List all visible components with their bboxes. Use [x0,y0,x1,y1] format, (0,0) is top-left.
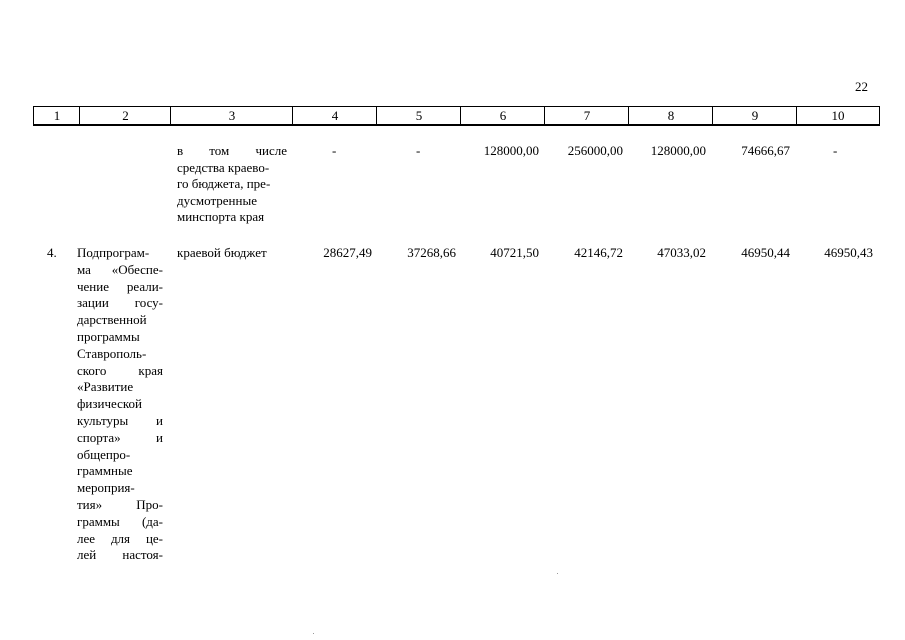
row-a-col3-line: средства краево- [177,159,270,175]
row-b-col2-line [77,363,163,379]
row-b-col2-line [77,295,163,311]
row-b-col2-word: края [138,362,163,378]
row-b-value: 47033,02 [657,245,706,260]
row-b-col2-line: общепро- [77,446,131,462]
row-b-col2-word: «Обеспе- [111,261,163,277]
row-b-col2-word: (да- [141,513,163,529]
page-number: 22 [855,79,868,94]
header-cell-6: 6 [460,106,545,126]
header-cell-5: 5 [376,106,461,126]
row-a-value: - [833,143,838,158]
row-a-value: 256000,00 [567,143,623,158]
row-a-value: 128000,00 [650,143,706,158]
row-b-col2-word: реали- [126,278,163,294]
row-b-col2-line [77,531,163,547]
row-a-col3-line: минспорта края [177,209,265,225]
row-b-col2-word: культуры [77,413,129,428]
row-b-value: 37268,66 [407,245,456,260]
row-b-col2-word: лее [77,530,96,546]
header-cell-4: 4 [292,106,377,126]
row-b-col2-word: настоя- [122,547,163,563]
header-cell-10: 10 [796,106,880,126]
row-b-col2-word: граммы [77,513,120,529]
row-b-col2-line [77,279,163,295]
row-b-value: 42146,72 [574,245,623,260]
row-b-value: 40721,50 [490,245,539,260]
row-b-col2-word: ского [77,362,107,378]
row-a-col3-word: том [209,143,230,158]
column-number-header [33,106,879,126]
row-b-col2-word: чение [77,278,109,294]
row-b-col2-line [77,497,163,513]
row-b-col2-line: физической [77,396,142,412]
row-b-value: 28627,49 [323,245,372,260]
row-b-col2-line [77,514,163,530]
row-b-col2-word: тия» [77,497,103,512]
row-b-col2-line: Подпрограм- [77,245,150,260]
row-b-col2-line [77,262,163,278]
row-b-col2-line: Ставрополь- [77,345,147,361]
row-a-col3-line: го бюджета, пре- [177,176,271,192]
row-a-value: - [416,143,421,158]
header-cell-8: 8 [628,106,713,126]
scan-speck [557,573,558,574]
row-b-number: 4. [47,245,57,260]
row-b-value: 46950,44 [741,245,790,260]
scan-speck [313,633,314,634]
row-b-col2-line: дарственной [77,312,147,328]
row-b-col2-word: спорта» [77,429,121,445]
row-b-col2-line [77,413,163,429]
row-b-col2-word: зации [77,295,109,311]
header-cell-1: 1 [33,106,80,126]
row-b-col2-line: мероприя- [77,480,135,496]
row-b-col2-line [77,547,163,563]
row-b-col2-word: для [110,530,131,546]
row-b-col2-line: «Развитие [77,379,134,395]
header-cell-7: 7 [544,106,629,126]
row-b-col2-line [77,430,163,446]
row-b-col2-word: ма [77,261,91,277]
row-a-value: 74666,67 [741,143,790,158]
row-b-col2-line: граммные [77,463,133,479]
row-a-value: 128000,00 [483,143,539,158]
row-b-col2-word: госу- [134,295,163,311]
row-b-col2-word: и [156,429,163,445]
row-a-col3-word: числе [255,143,287,158]
row-b-col2-word: и [156,413,163,428]
row-b-col2-word: це- [145,530,163,546]
row-a-col3-line [177,143,287,159]
row-a-value: - [332,143,337,158]
header-cell-3: 3 [170,106,293,126]
header-cell-9: 9 [712,106,797,126]
row-b-col2-word: лей [77,547,97,563]
row-a-col3-word: в [177,143,184,158]
header-cell-2: 2 [79,106,171,126]
row-b-col3: краевой бюджет [177,245,267,260]
row-b-col2-line: программы [77,329,140,344]
row-b-col2-word: Про- [136,497,163,512]
row-a-col3-line: дусмотренные [177,192,257,208]
row-b-value: 46950,43 [824,245,873,260]
